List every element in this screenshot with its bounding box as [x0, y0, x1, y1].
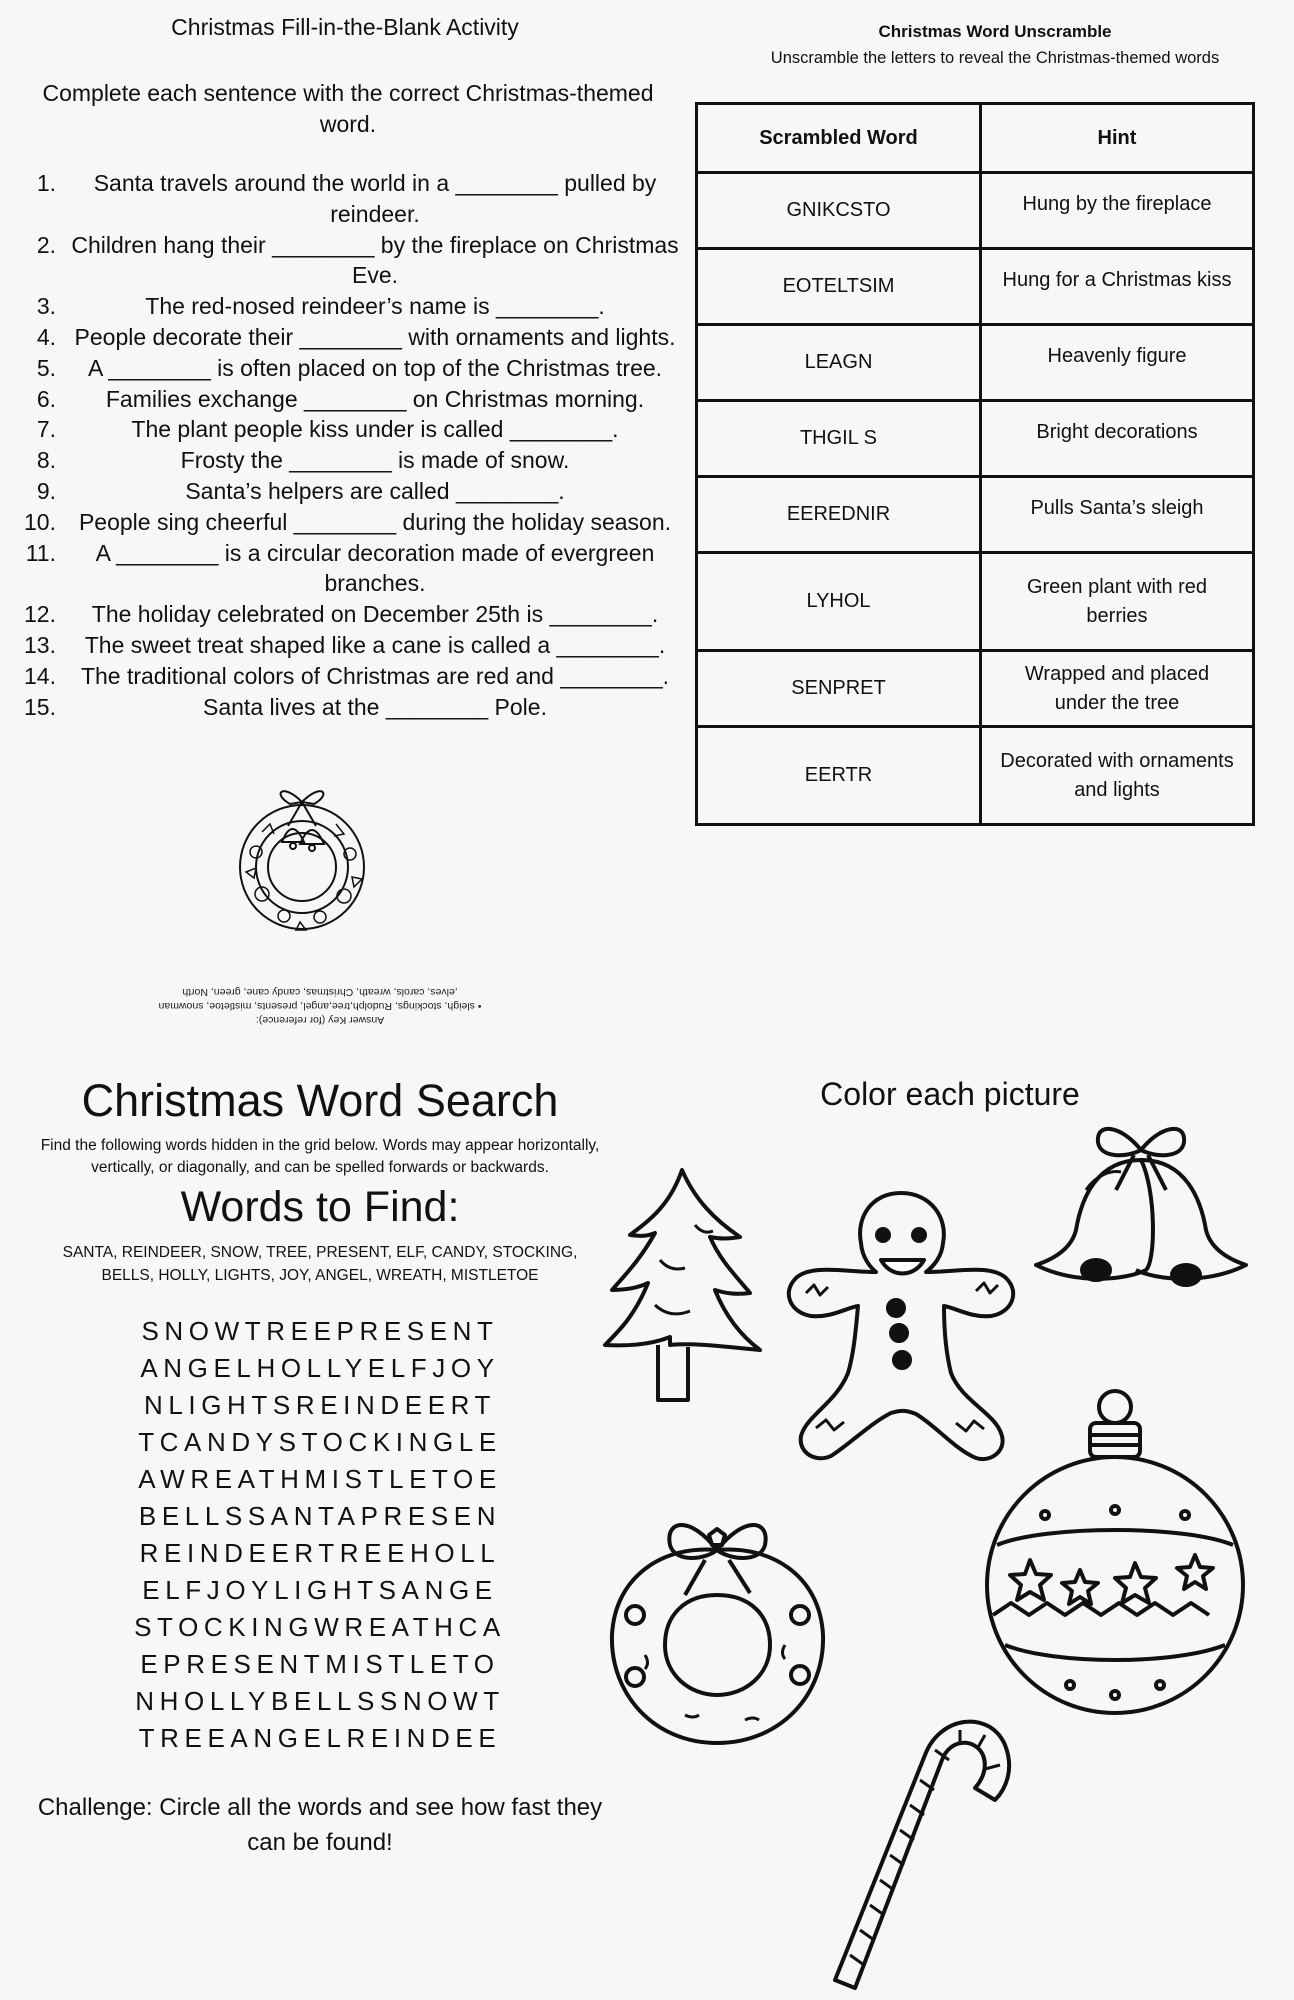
fill-in-blank-item — [14, 414, 686, 445]
hint-cell: Heavenly figure — [981, 325, 1254, 401]
ornament-icon — [985, 1385, 1245, 1725]
item-number: 6. — [36, 385, 56, 412]
grid-row: ELFJOYLIGHTSANGE — [142, 1575, 498, 1605]
column-header-hint: Hint — [981, 104, 1254, 173]
item-sentence: The traditional colors of Christmas are red and ________. — [80, 662, 670, 689]
item-sentence: A ________ is often placed on top of the Christmas tree. — [87, 354, 663, 381]
item-number: 14. — [24, 662, 56, 689]
item-sentence: The plant people kiss under is called ________. — [131, 416, 619, 443]
table-row — [697, 249, 1254, 325]
candy-cane-icon — [820, 1700, 1020, 2000]
answer-key — [150, 985, 490, 1027]
item-number: 12. — [24, 601, 56, 628]
table-row — [697, 727, 1254, 825]
fill-in-blank-item — [14, 384, 686, 415]
fill-in-blank-item — [14, 692, 686, 723]
fill-in-blank-item — [14, 661, 686, 692]
hint-cell: Wrapped and placed under the tree — [981, 651, 1254, 727]
item-number: 1. — [36, 170, 56, 196]
item-number: 7. — [36, 416, 56, 443]
fill-in-blank-list — [14, 168, 686, 722]
answer-key-line: ,elves, carols, wreath, Christmas, candy cane, green, North — [182, 986, 458, 998]
fill-in-blank-item — [14, 599, 686, 630]
grid-row: REINDEERTREEHOLL — [139, 1538, 501, 1568]
item-sentence: People decorate their ________ with ornaments and lights. — [74, 323, 676, 350]
answer-key-line: • sleigh, stockings, Rudolph,tree,angel, presents, mistletoe, snowman — [158, 1000, 482, 1012]
item-number: 8. — [36, 447, 56, 474]
item-sentence: The holiday celebrated on December 25th is ________. — [91, 601, 659, 628]
scrambled-word: SENPRET — [697, 651, 981, 727]
scrambled-word: THGIL S — [697, 401, 981, 477]
column-header-scrambled: Scrambled Word — [697, 104, 981, 173]
tree-icon — [600, 1165, 770, 1430]
coloring-title: Color each picture — [820, 1076, 1080, 1112]
item-number: 10. — [24, 508, 56, 535]
item-sentence: People sing cheerful ________ during the holiday season. — [78, 508, 672, 535]
scrambled-word: EOTELTSIM — [697, 249, 981, 325]
word-list: SANTA, REINDEER, SNOW, TREE, PRESENT, ELF, CANDY, STOCKING, BELLS, HOLLY, LIGHTS, JOY, ANGEL, WREATH, MISTLETOE — [62, 1244, 578, 1284]
item-sentence: Santa lives at the ________ Pole. — [203, 693, 547, 720]
scrambled-word: LYHOL — [697, 553, 981, 651]
grid-row: STOCKINGWREATHCA — [134, 1612, 506, 1642]
hint-cell: Hung for a Christmas kiss — [981, 249, 1254, 325]
item-sentence: A ________ is a circular decoration made of evergreen branches. — [95, 539, 655, 597]
words-to-find-heading: Words to Find: — [180, 1183, 460, 1231]
wreath-icon — [605, 1505, 830, 1750]
fill-in-blank-item — [14, 476, 686, 507]
hint-cell: Bright decorations — [981, 401, 1254, 477]
item-number: 11. — [25, 539, 56, 566]
item-sentence: Santa’s helpers are called ________. — [185, 477, 565, 504]
fill-in-blank-item — [14, 630, 686, 661]
wreath-bells-icon — [232, 772, 372, 942]
item-sentence: The red-nosed reindeer’s name is ________. — [145, 293, 605, 320]
grid-row: BELLSSANTAPRESEN — [138, 1501, 502, 1531]
hint-cell: Hung by the fireplace — [981, 173, 1254, 249]
bells-icon — [1026, 1120, 1256, 1300]
fill-in-blank-item — [14, 353, 686, 384]
table-row — [697, 173, 1254, 249]
item-sentence: The sweet treat shaped like a cane is called a ________. — [84, 631, 666, 658]
grid-row: TREEANGELREINDEE — [138, 1723, 502, 1753]
scrambled-word: GNIKCSTO — [697, 173, 981, 249]
grid-row: NLIGHTSREINDEERT — [143, 1390, 497, 1420]
item-sentence: Frosty the ________ is made of snow. — [180, 447, 570, 474]
item-number: 15. — [24, 693, 56, 720]
fill-in-blank-title: Christmas Fill-in-the-Blank Activity — [171, 14, 519, 40]
fill-in-blank-item — [14, 322, 686, 353]
hint-cell: Decorated with ornaments and lights — [981, 727, 1254, 825]
item-sentence: Children hang their ________ by the fireplace on Christmas Eve. — [71, 231, 679, 289]
table-row — [697, 477, 1254, 553]
scrambled-word: EEREDNIR — [697, 477, 981, 553]
item-number: 4. — [36, 323, 56, 350]
fill-in-blank-item — [14, 291, 686, 322]
fill-in-blank-item — [14, 538, 686, 600]
grid-row: TCANDYSTOCKINGLE — [138, 1427, 502, 1457]
word-search-instructions: Find the following words hidden in the grid below. Words may appear horizontally, vertically, or diagonally, and can be spelled forwards or backwards. — [40, 1137, 600, 1176]
challenge-text: Challenge: Circle all the words and see how fast they can be found! — [37, 1794, 603, 1856]
fill-in-blank-item — [14, 507, 686, 538]
word-search-title: Christmas Word Search — [81, 1075, 559, 1126]
unscramble-table — [695, 102, 1255, 826]
item-number: 9. — [36, 477, 56, 504]
hint-cell: Pulls Santa’s sleigh — [981, 477, 1254, 553]
grid-row: NHOLLYBELLSSNOWT — [135, 1686, 505, 1716]
table-row — [697, 651, 1254, 727]
table-row — [697, 401, 1254, 477]
unscramble-instructions: Unscramble the letters to reveal the Christmas-themed words — [770, 49, 1220, 67]
grid-row: SNOWTREEPRESENT — [141, 1316, 499, 1346]
item-number: 2. — [36, 231, 56, 258]
grid-row: EPRESENTMISTLETO — [140, 1649, 500, 1679]
scrambled-word: LEAGN — [697, 325, 981, 401]
scrambled-word: EERTR — [697, 727, 981, 825]
item-number: 3. — [36, 293, 56, 320]
fill-in-blank-item — [14, 230, 686, 292]
unscramble-title: Christmas Word Unscramble — [878, 22, 1112, 41]
hint-cell: Green plant with red berries — [981, 553, 1254, 651]
item-sentence: Families exchange ________ on Christmas morning. — [105, 385, 645, 412]
answer-key-heading: Answer Key (for reference): — [255, 1014, 385, 1026]
grid-row: ANGELHOLLYELFJOY — [140, 1353, 500, 1383]
table-row — [697, 325, 1254, 401]
fill-in-blank-item — [14, 168, 686, 230]
table-row — [697, 553, 1254, 651]
grid-row: AWREATHMISTLETOE — [138, 1464, 502, 1494]
letter-grid — [0, 1313, 640, 1757]
item-number: 5. — [36, 354, 56, 381]
fill-in-blank-instructions: Complete each sentence with the correct Christmas-themed word. — [42, 80, 654, 137]
item-sentence: Santa travels around the world in a ________ pulled by reindeer. — [93, 170, 657, 227]
item-number: 13. — [24, 631, 56, 658]
fill-in-blank-item — [14, 445, 686, 476]
